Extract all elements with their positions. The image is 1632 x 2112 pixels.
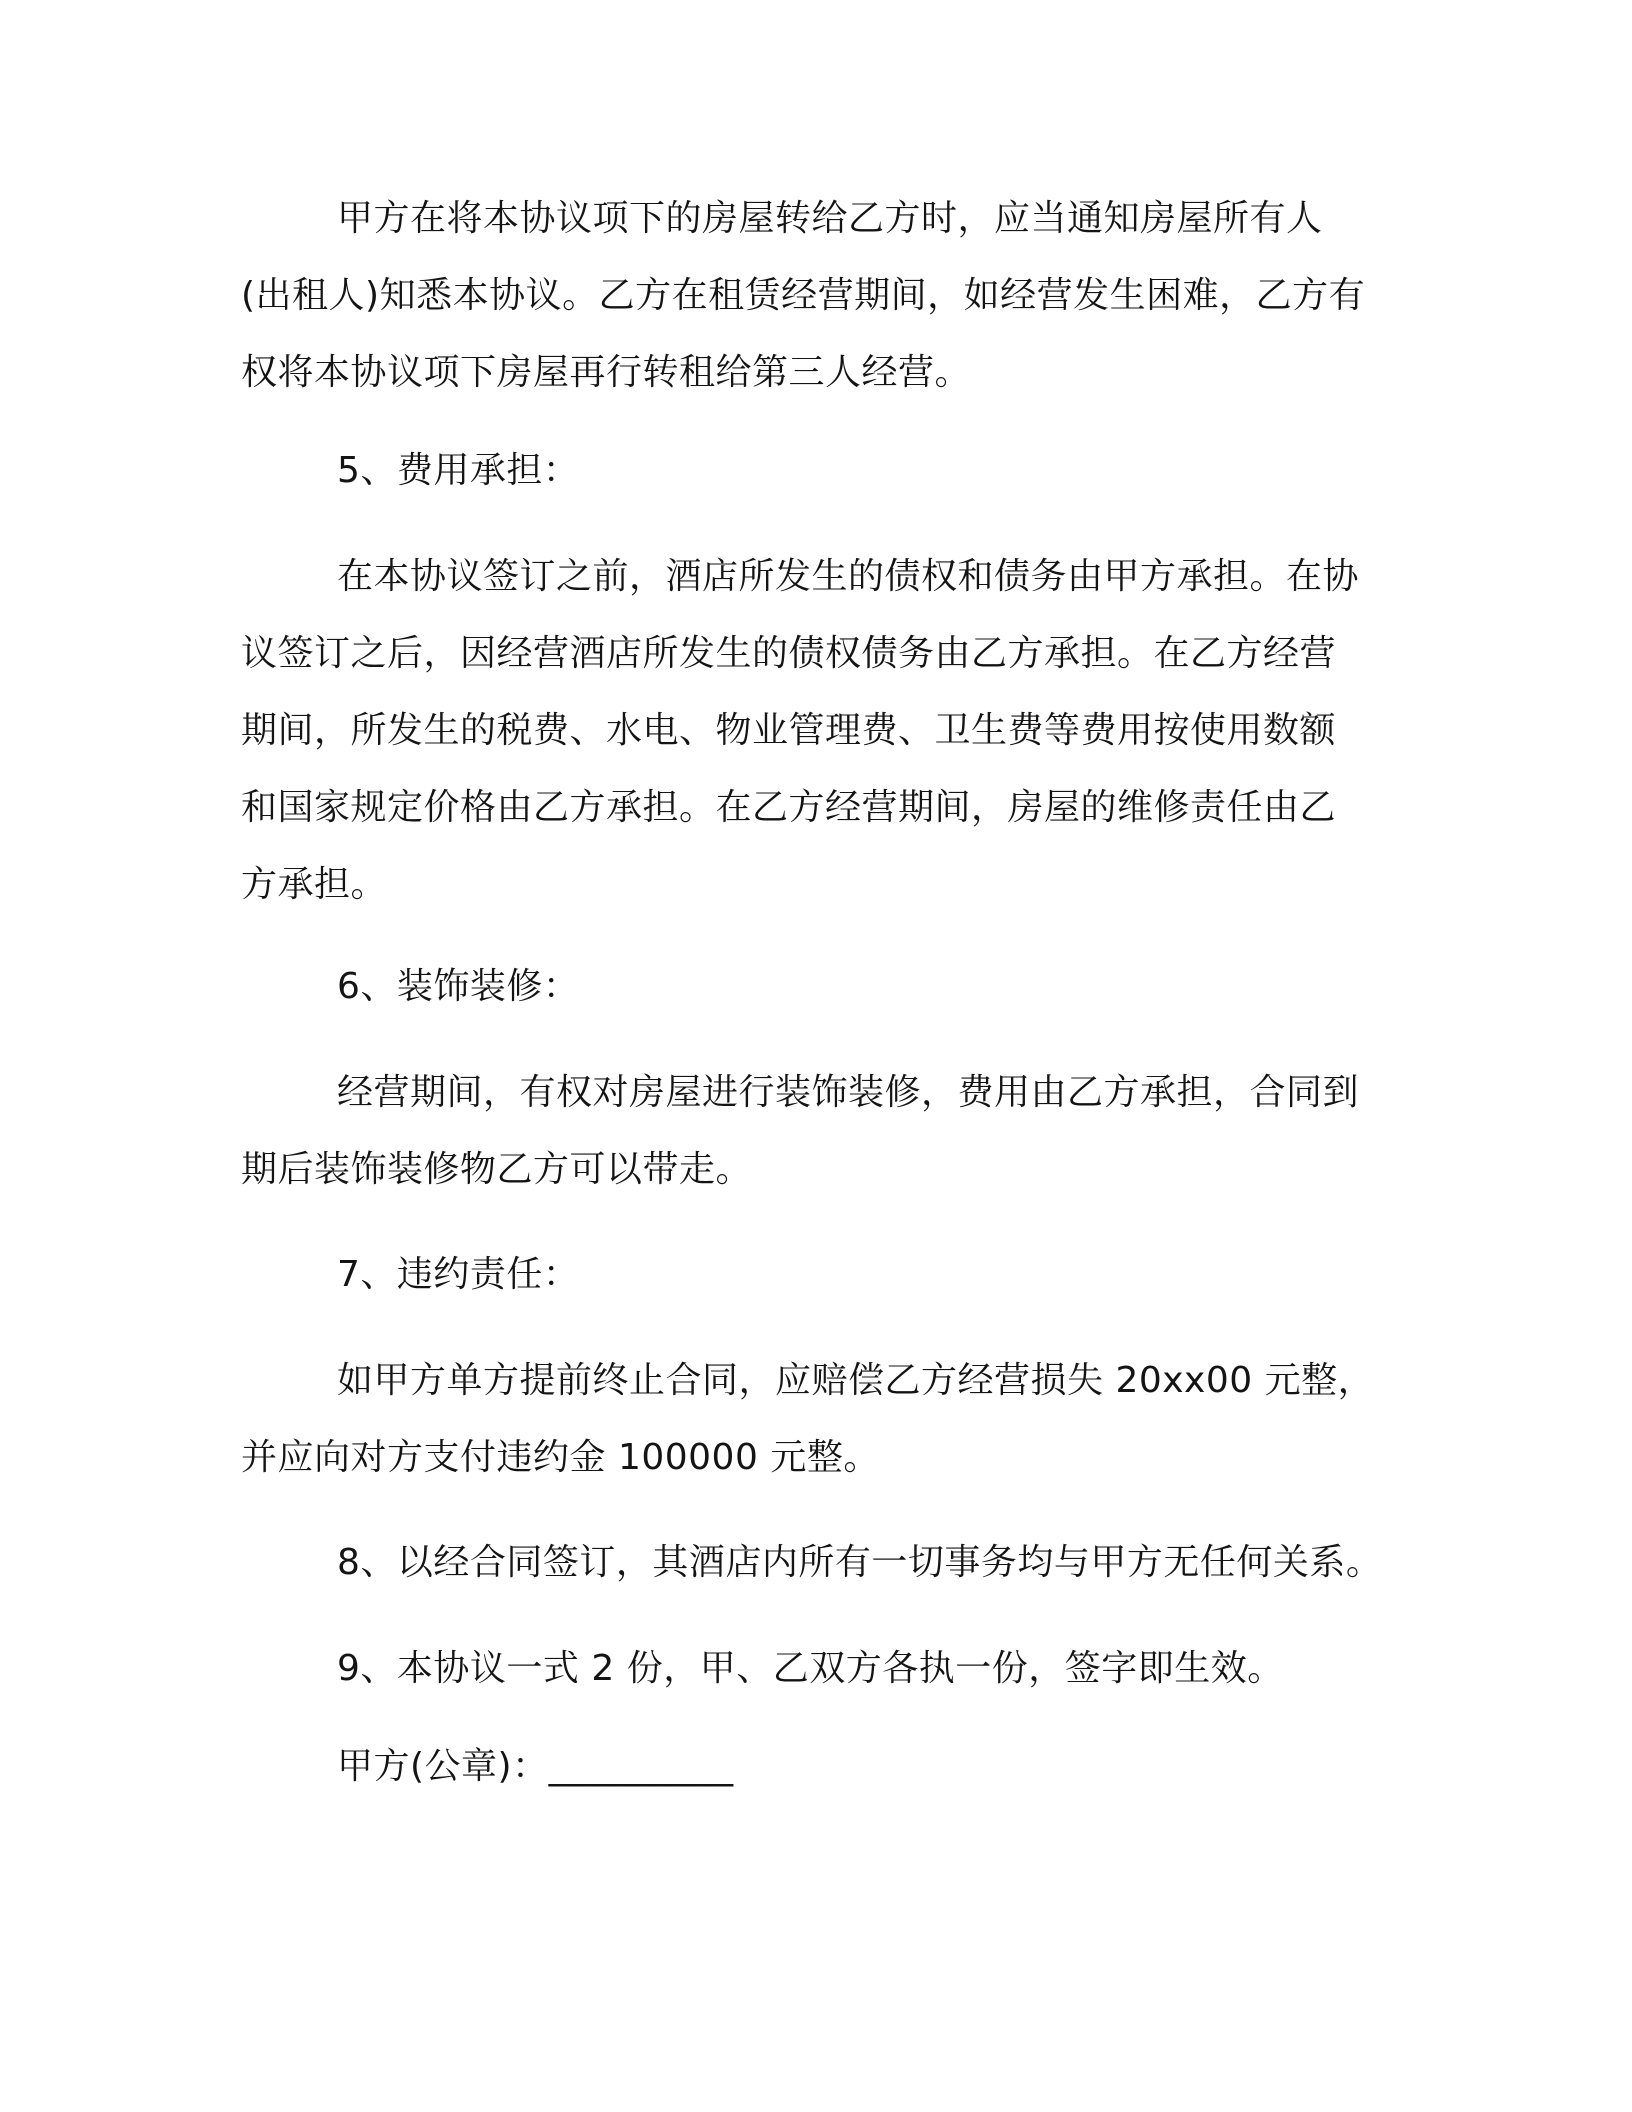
text-line: 期后装饰装修物乙方可以带走。 [241, 1149, 753, 1190]
paragraph-breach [241, 1342, 1383, 1496]
text-line: 经营期间，有权对房屋进行装饰装修，费用由乙方承担，合同到 [337, 1072, 1360, 1113]
heading-text: 5、费用承担： [337, 450, 580, 491]
signature-blank: __________ [548, 1746, 734, 1787]
text-line: 方承担。 [241, 864, 388, 905]
signature-party-a [241, 1728, 1383, 1805]
signature-line [241, 1728, 1383, 1805]
heading-text: 6、装饰装修： [337, 966, 580, 1007]
text-line: 8、以经合同签订，其酒店内所有一切事务均与甲方无任何关系。 [337, 1542, 1383, 1583]
text-line: (出租人)知悉本协议。乙方在租赁经营期间，如经营发生困难，乙方有 [241, 275, 1366, 316]
section-heading-costs [241, 432, 1383, 509]
paragraph-decoration [241, 1054, 1383, 1208]
text-line: 在本协议签订之前，酒店所发生的债权和债务由甲方承担。在协 [337, 556, 1360, 597]
text-line: 并应向对方支付违约金 100000 元整。 [241, 1437, 880, 1478]
text-line: 9、本协议一式 2 份，甲、乙双方各执一份，签字即生效。 [337, 1648, 1284, 1689]
text-line: 期间，所发生的税费、水电、物业管理费、卫生费等费用按使用数额 [241, 710, 1337, 751]
paragraph-transfer-notice [241, 180, 1383, 411]
text-line: 如甲方单方提前终止合同，应赔偿乙方经营损失 20xx00 元整， [337, 1360, 1375, 1401]
paragraph-costs [241, 538, 1383, 923]
text-line: 甲方在将本协议项下的房屋转给乙方时，应当通知房屋所有人 [337, 198, 1323, 239]
text-line: 权将本协议项下房屋再行转租给第三人经营。 [241, 352, 972, 393]
clause-item-9 [241, 1630, 1383, 1707]
clause-item-8 [241, 1524, 1383, 1601]
section-heading-decoration [241, 948, 1383, 1025]
heading-text: 7、违约责任： [337, 1254, 580, 1295]
section-heading-breach [241, 1236, 1383, 1313]
text-line: 和国家规定价格由乙方承担。在乙方经营期间，房屋的维修责任由乙 [241, 787, 1337, 828]
signature-label: 甲方(公章)： [337, 1746, 549, 1787]
text-line: 议签订之后，因经营酒店所发生的债权债务由乙方承担。在乙方经营 [241, 633, 1337, 674]
